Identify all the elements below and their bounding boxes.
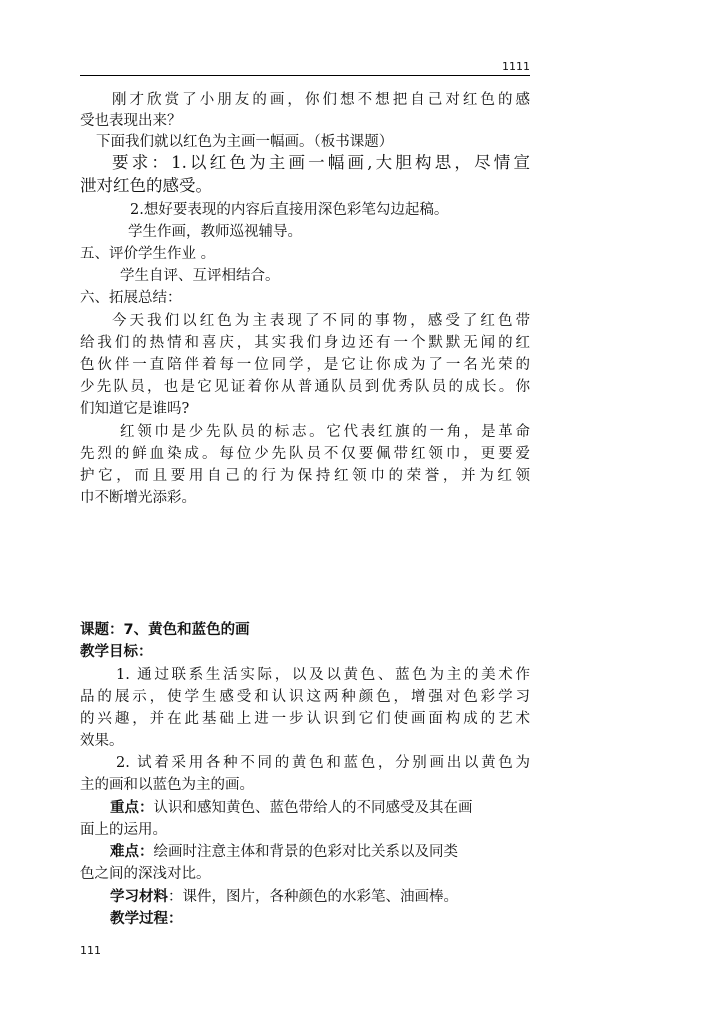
objective-line: 效果。 [80, 733, 124, 749]
process-heading: 教学过程： [110, 911, 183, 927]
objectives-heading: 教学目标： [80, 644, 153, 660]
paragraph-line: 学生自评、互评相结合。 [120, 268, 280, 284]
paragraph-line: 巾不断增光添彩。 [80, 490, 196, 506]
paragraph-line: 少先队员，也是它见证着你从普通队员到优秀队员的成长。你 [80, 379, 530, 395]
paragraph-line: 学生作画，教师巡视辅导。 [128, 224, 302, 240]
requirement-line: 泄对红色的感受。 [80, 176, 212, 195]
paragraph-line: 给我们的热情和喜庆，其实我们身边还有一个默默无闻的红 [80, 335, 530, 351]
objective-line: 的兴趣，并在此基础上进一步认识到它们使画面构成的艺术 [80, 711, 530, 727]
requirement-line: 要求：1.以红色为主画一幅画,大胆构思，尽情宣 [112, 153, 530, 172]
paragraph-line: 们知道它是谁吗? [80, 401, 190, 417]
key-point-line: 面上的运用。 [80, 822, 167, 838]
header-page-number: 1111 [502, 60, 530, 73]
materials-line [80, 887, 560, 907]
section-heading: 五、评价学生作业 。 [80, 246, 216, 262]
key-point-label: 重点： [110, 800, 154, 816]
paragraph-line: 护它，而且要用自己的行为保持红领巾的荣誉，并为红领 [80, 468, 530, 484]
objective-line: 2. 试着采用各种不同的黄色和蓝色，分别画出以黄色为 [116, 755, 530, 771]
paragraph-line: 今天我们以红色为主表现了不同的事物，感受了红色带 [112, 313, 530, 329]
footer-page-number: 111 [80, 944, 101, 957]
requirement-line: 2.想好要表现的内容后直接用深色彩笔勾边起稿。 [130, 202, 449, 218]
paragraph-line: 红领巾是少先队员的标志。它代表红旗的一角，是革命 [120, 424, 530, 440]
paragraph-line: 刚才欣赏了小朋友的画，你们想不想把自己对红色的感 [112, 92, 530, 108]
key-point-text: 认识和感知黄色、蓝色带给人的不同感受及其在画 [153, 800, 473, 816]
materials-text: ：课件，图片，各种颜色的水彩笔、油画棒。 [168, 889, 458, 905]
difficulty-text: 绘画时注意主体和背景的色彩对比关系以及同类 [153, 844, 458, 860]
header-rule [80, 75, 530, 76]
materials-label: 学习材料 [110, 889, 168, 905]
difficulty-line: 色之间的深浅对比。 [80, 866, 211, 882]
objective-line: 1. 通过联系生活实际，以及以黄色、蓝色为主的美术作 [116, 667, 530, 683]
objective-line: 品的展示，使学生感受和认识这两种颜色，增强对色彩学习 [80, 689, 530, 705]
paragraph-line: 色伙伴一直陪伴着每一位同学，是它让你成为了一名光荣的 [80, 357, 530, 373]
difficulty-line [80, 842, 560, 862]
objective-line: 主的画和以蓝色为主的画。 [80, 777, 254, 793]
lesson-title: 课题：7、黄色和蓝色的画 [80, 622, 250, 638]
paragraph-line: 受也表现出来？ [80, 113, 182, 129]
paragraph-line: 先烈的鲜血染成。每位少先队员不仅要佩带红领巾，更要爱 [80, 446, 530, 462]
difficulty-label: 难点： [110, 844, 154, 860]
paragraph-line: 下面我们就以红色为主画一幅画。（板书课题） [96, 134, 394, 150]
key-point-line [80, 798, 560, 818]
section-heading: 六、拓展总结： [80, 290, 182, 306]
